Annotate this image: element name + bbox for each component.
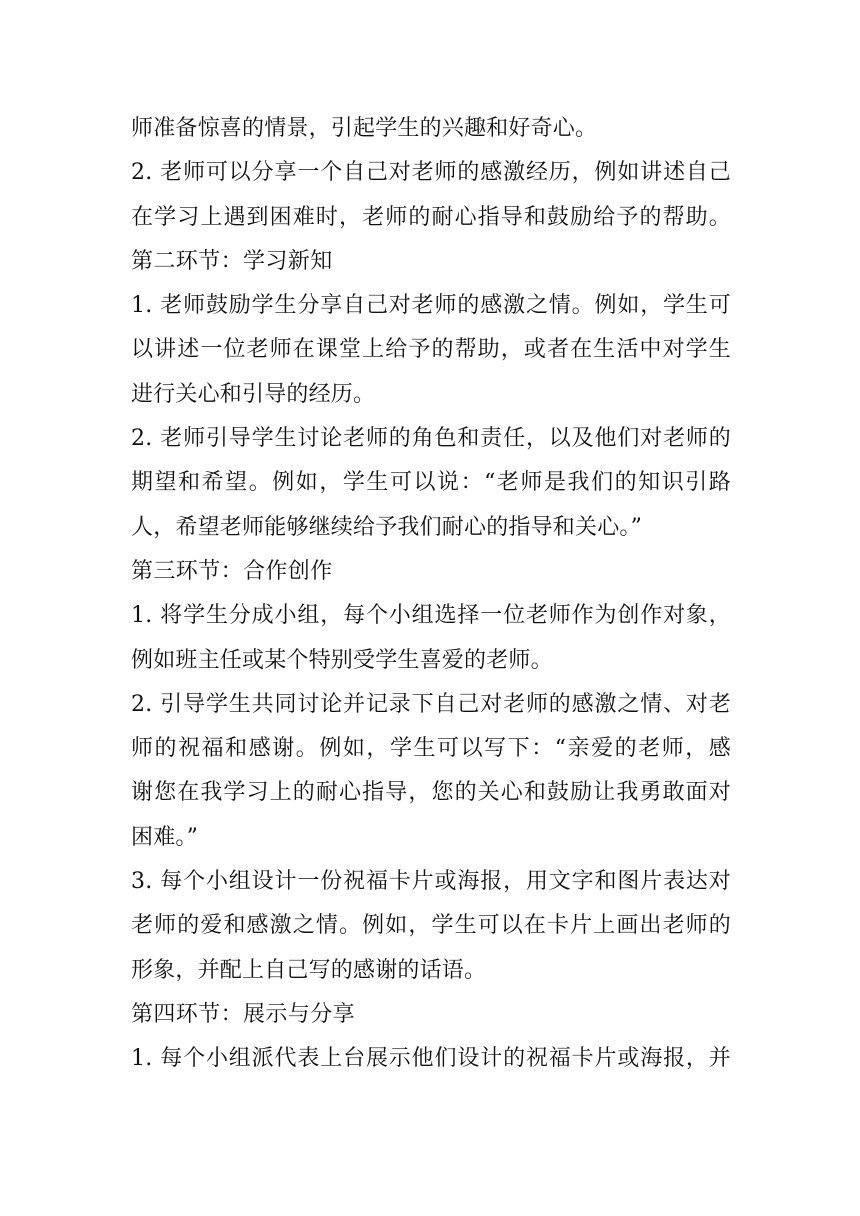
text-line: 人，希望老师能够继续给予我们耐心的指导和关心。” xyxy=(131,514,643,540)
text-line: 师准备惊喜的情景，引起学生的兴趣和好奇心。 xyxy=(131,116,598,141)
text-line: 谢您在我学习上的耐心指导，您的关心和鼓励让我勇敢面对 xyxy=(131,780,731,806)
text-line: 2. 老师引导学生讨论老师的角色和责任，以及他们对老师的 xyxy=(131,426,731,452)
section-heading: 第三环节：合作创作 xyxy=(131,558,333,584)
text-line: 例如班主任或某个特别受学生喜爱的老师。 xyxy=(131,647,553,673)
text-line: 1. 老师鼓励学生分享自己对老师的感激之情。例如，学生可 xyxy=(131,293,731,319)
text-line: 期望和希望。例如，学生可以说：“老师是我们的知识引路 xyxy=(131,470,731,496)
section-heading: 第二环节：学习新知 xyxy=(131,248,333,274)
document-body xyxy=(131,107,731,1082)
text-line: 困难。” xyxy=(131,824,199,850)
text-line: 进行关心和引导的经历。 xyxy=(131,381,376,407)
text-line: 2. 老师可以分享一个自己对老师的感激经历，例如讲述自己 xyxy=(131,160,731,186)
text-line: 形象，并配上自己写的感谢的话语。 xyxy=(131,957,487,983)
text-line: 1. 将学生分成小组，每个小组选择一位老师作为创作对象， xyxy=(131,603,731,629)
section-heading: 第四环节：展示与分享 xyxy=(131,1001,356,1027)
text-line: 以讲述一位老师在课堂上给予的帮助，或者在生活中对学生 xyxy=(131,337,731,363)
text-line: 在学习上遇到困难时，老师的耐心指导和鼓励给予的帮助。 xyxy=(131,204,731,230)
text-line: 2. 引导学生共同讨论并记录下自己对老师的感激之情、对老 xyxy=(131,691,731,717)
text-line: 3. 每个小组设计一份祝福卡片或海报，用文字和图片表达对 xyxy=(131,869,731,895)
text-line: 师的祝福和感谢。例如，学生可以写下：“亲爱的老师，感 xyxy=(131,736,731,762)
text-line: 老师的爱和感激之情。例如，学生可以在卡片上画出老师的 xyxy=(131,913,731,939)
text-line: 1. 每个小组派代表上台展示他们设计的祝福卡片或海报，并 xyxy=(131,1046,731,1072)
